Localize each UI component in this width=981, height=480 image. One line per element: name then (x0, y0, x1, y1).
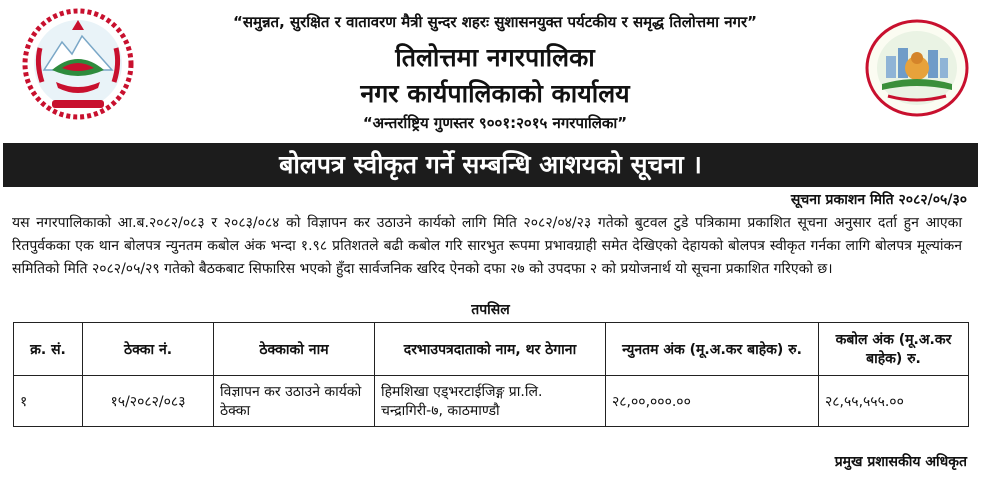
cell-contract-no: १५/२०८२/०८३ (83, 376, 214, 427)
publication-date: सूचना प्रकाशन मिति २०८२/०५/३० (790, 192, 967, 208)
header-contract-name: ठेक्काको नाम (214, 323, 375, 376)
schedule-label: तपसिल (471, 302, 510, 318)
table-row (14, 376, 969, 427)
cell-sn: १ (14, 376, 83, 427)
municipality-name: तिलोत्तमा नगरपालिका (395, 43, 595, 72)
cell-minimum-amount: २८,००,०००.०० (606, 376, 819, 427)
cell-bidder: हिमशिखा एड्भरटाईजिङ्ग प्रा.लि. चन्द्रागिरी-७, काठमाण्डौ (375, 376, 606, 427)
header-sn: क्र. सं. (14, 323, 83, 376)
cell-contract-name: विज्ञापन कर उठाउने कार्यको ठेक्का (214, 376, 375, 427)
notice-title: बोलपत्र स्वीकृत गर्ने सम्बन्धि आशयको सूचना । (3, 143, 978, 187)
notice-body: यस नगरपालिकाको आ.ब.२०८२/०८३ र २०८३/०८४ को विज्ञापन कर उठाउने कार्यको लागि मिति २०८२/०४/२३ गतेको बुटवल टुडे पत्रिकामा प्रकाशित सूचना अनुसार दर्ता हुन आएका रितपुर्वकका एक थान बोलपत्र न्युनतम कबोल अंक भन्दा १.९८ प्रतिशतले बढी कबोल गरि सारभुत रूपमा प्रभावग्राही समेत देखिएको देहायको बोलपत्र स्वीकृत गर्नका लागि बोलपत्र मूल्यांकन समितिको मिति २०८२/०५/२९ गतेको बैठकबाट सिफारिस भएको हुँदा सार्वजनिक खरिद ऐनको दफा २७ को उपदफा २ को प्रयोजनार्थ यो सूचना प्रकाशित गरिएको छ। (12, 215, 962, 277)
table-header-row (14, 323, 969, 376)
signatory-title: प्रमुख प्रशासकीय अधिकृत (834, 454, 967, 470)
office-name: नगर कार्यपालिकाको कार्यालय (360, 79, 630, 108)
municipality-logo-icon (862, 18, 972, 118)
nepal-emblem-icon (22, 8, 134, 120)
header-bidder: दरभाउपत्रदाताको नाम, थर ठेगाना (375, 323, 606, 376)
quality-standard: “अन्तर्राष्ट्रिय गुणस्तर ९००१:२०१५ नगरपालिका” (362, 114, 628, 132)
header-contract-no: ठेक्का नं. (83, 323, 214, 376)
bid-award-table (13, 322, 969, 427)
header-bid-amount: कबोल अंक (मू.अ.कर बाहेक) रु. (819, 323, 969, 376)
cell-bid-amount: २८,५५,५५५.०० (819, 376, 969, 427)
municipality-slogan: “समुन्नत, सुरक्षित र वातावरण मैत्री सुन्दर शहरः सुशासनयुक्त पर्यटकीय र समृद्ध तिलोत्तमा नगर” (233, 13, 757, 31)
header-minimum-amount: न्युनतम अंक (मू.अ.कर बाहेक) रु. (606, 323, 819, 376)
